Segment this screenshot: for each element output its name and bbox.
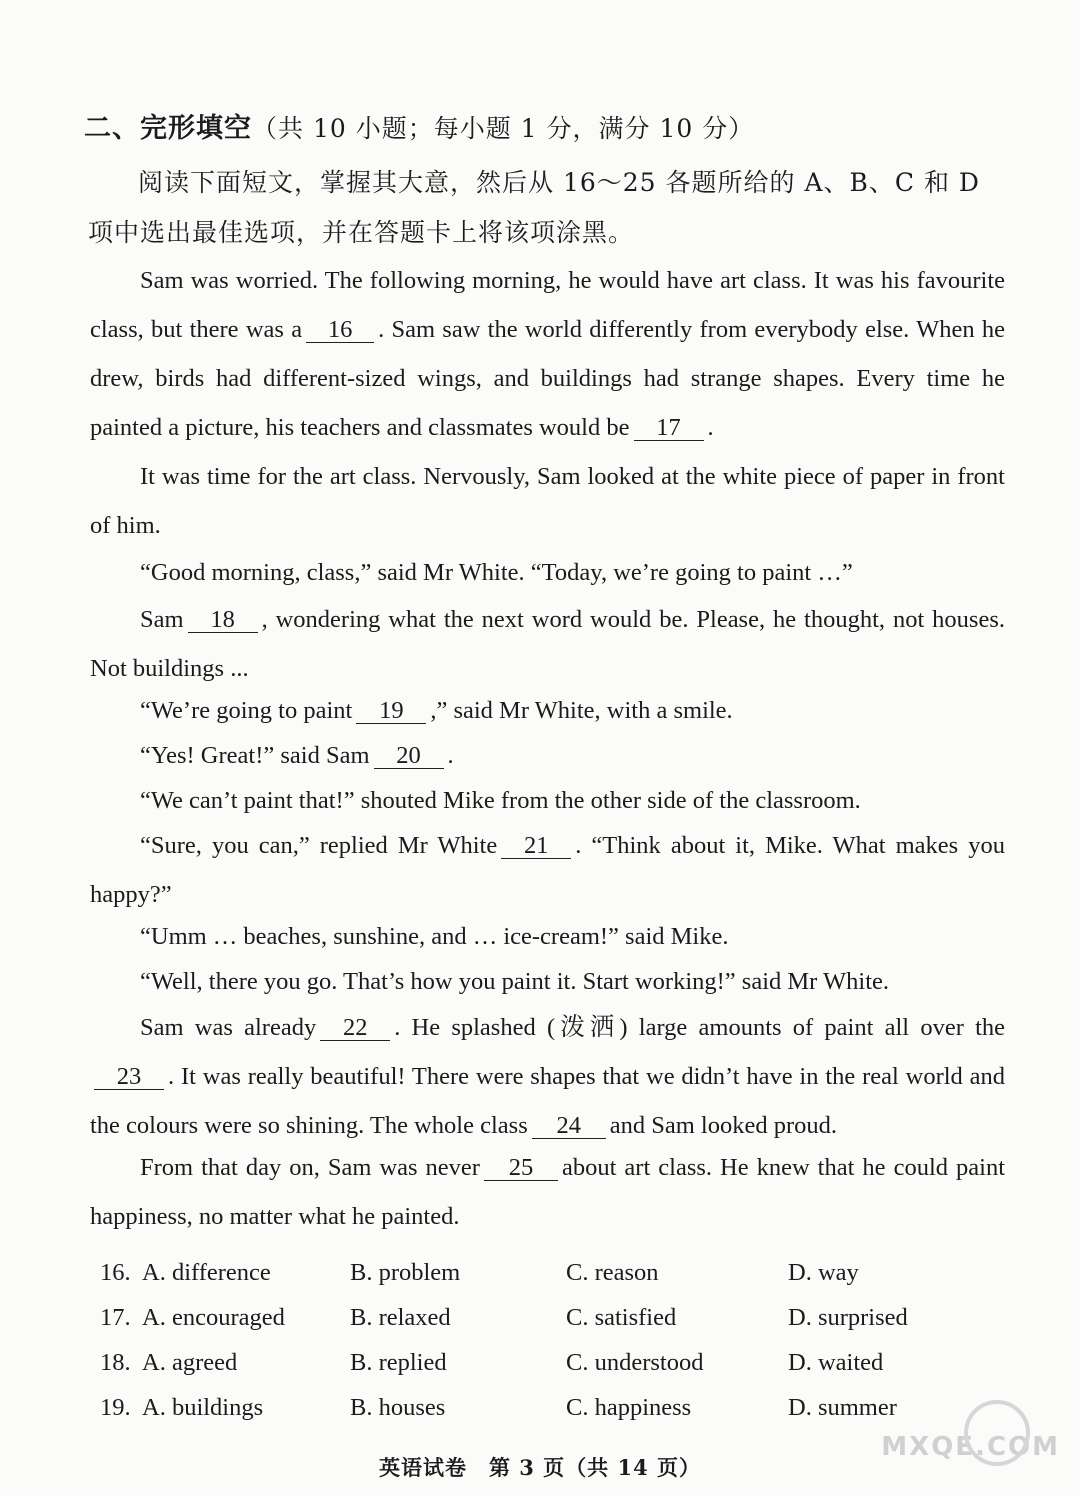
option-a: A. buildings	[142, 1393, 264, 1421]
passage-paragraph-1: Sam was worried. The following morning, he would have art class. It was his favourite class, but there was a 16 . Sam saw the world differently from everybody else. When he drew, birds had different-sized wings, and buildings had strange shapes. Every time he painted a picture, his teachers and classmates would be 17 .	[90, 267, 1005, 441]
blank-21: 21	[501, 834, 571, 859]
blank-17: 17	[634, 416, 704, 441]
option-d: D. surprised	[788, 1303, 908, 1331]
blank-18: 18	[188, 608, 258, 633]
blank-16: 16	[306, 318, 374, 343]
passage-paragraph-11: Sam was already 22 . He splashed (泼洒) large amounts of paint all over the23 . It was really beautiful! There were shapes that we didn’t have in the real world and the colours were so shining. The whole class 24 and Sam looked proud.	[90, 1014, 1006, 1139]
question-number: 18.	[100, 1348, 131, 1376]
option-b: B. houses	[350, 1393, 446, 1421]
blank-23: 23	[94, 1065, 164, 1090]
instructions: 阅读下面短文，掌握其大意，然后从 16～25 各题所给的 A、B、C 和 D 项中选出最佳选项，并在答题卡上将该项涂黑。	[88, 168, 980, 247]
passage-paragraph-12: From that day on, Sam was never 25 about art class. He knew that he could paint happiness, no matter what he painted.	[90, 1154, 1005, 1230]
option-row-18	[100, 1340, 1000, 1385]
option-d: D. summer	[788, 1393, 897, 1421]
option-c: C. happiness	[566, 1393, 692, 1421]
passage-paragraph-4: Sam 18 , wondering what the next word would be. Please, he thought, not houses. Not buildings ...	[90, 606, 1005, 682]
section-heading: 二、完形填空	[84, 113, 252, 144]
blank-25: 25	[484, 1156, 558, 1181]
passage-paragraph-2: It was time for the art class. Nervously, Sam looked at the white piece of paper in front of him.	[90, 463, 1005, 539]
option-c: C. satisfied	[566, 1303, 677, 1331]
option-row-19	[100, 1385, 1000, 1430]
page-footer: 英语试卷 第 3 页（共 14 页）	[378, 1455, 702, 1480]
answer-options	[100, 1250, 1000, 1430]
option-a: A. difference	[142, 1258, 271, 1286]
passage-paragraph-3: “Good morning, class,” said Mr White. “Today, we’re going to paint …”	[140, 559, 853, 586]
option-d: D. way	[788, 1258, 859, 1286]
blank-22: 22	[320, 1016, 390, 1041]
option-row-17	[100, 1295, 1000, 1340]
option-b: B. problem	[350, 1258, 461, 1286]
option-c: C. reason	[566, 1258, 659, 1286]
watermark-logo-icon	[964, 1400, 1030, 1466]
option-c: C. understood	[566, 1348, 704, 1376]
passage-paragraph-6: “Yes! Great!” said Sam 20 .	[140, 742, 454, 769]
blank-24: 24	[532, 1114, 606, 1139]
watermark	[880, 1432, 1060, 1492]
passage-paragraph-7: “We can’t paint that!” shouted Mike from the other side of the classroom.	[140, 787, 861, 814]
option-a: A. agreed	[142, 1348, 238, 1376]
option-b: B. replied	[350, 1348, 447, 1376]
option-row-16	[100, 1250, 1000, 1295]
question-number: 16.	[100, 1258, 131, 1286]
passage-paragraph-5: “We’re going to paint 19 ,” said Mr White, with a smile.	[140, 697, 733, 724]
blank-19: 19	[356, 699, 426, 724]
option-b: B. relaxed	[350, 1303, 451, 1331]
option-d: D. waited	[788, 1348, 884, 1376]
passage-paragraph-10: “Well, there you go. That’s how you paint it. Start working!” said Mr White.	[140, 968, 889, 995]
section-score-note: （共 10 小题；每小题 1 分，满分 10 分）	[252, 114, 755, 143]
section-title	[84, 106, 754, 145]
watermark-text: MXQE.COM	[881, 1432, 1060, 1462]
question-number: 19.	[100, 1393, 131, 1421]
option-a: A. encouraged	[142, 1303, 285, 1331]
blank-20: 20	[374, 744, 444, 769]
question-number: 17.	[100, 1303, 131, 1331]
passage-paragraph-9: “Umm … beaches, sunshine, and … ice-cream!” said Mike.	[140, 923, 729, 950]
passage-paragraph-8: “Sure, you can,” replied Mr White 21 . “Think about it, Mike. What makes you happy?”	[90, 832, 1005, 908]
